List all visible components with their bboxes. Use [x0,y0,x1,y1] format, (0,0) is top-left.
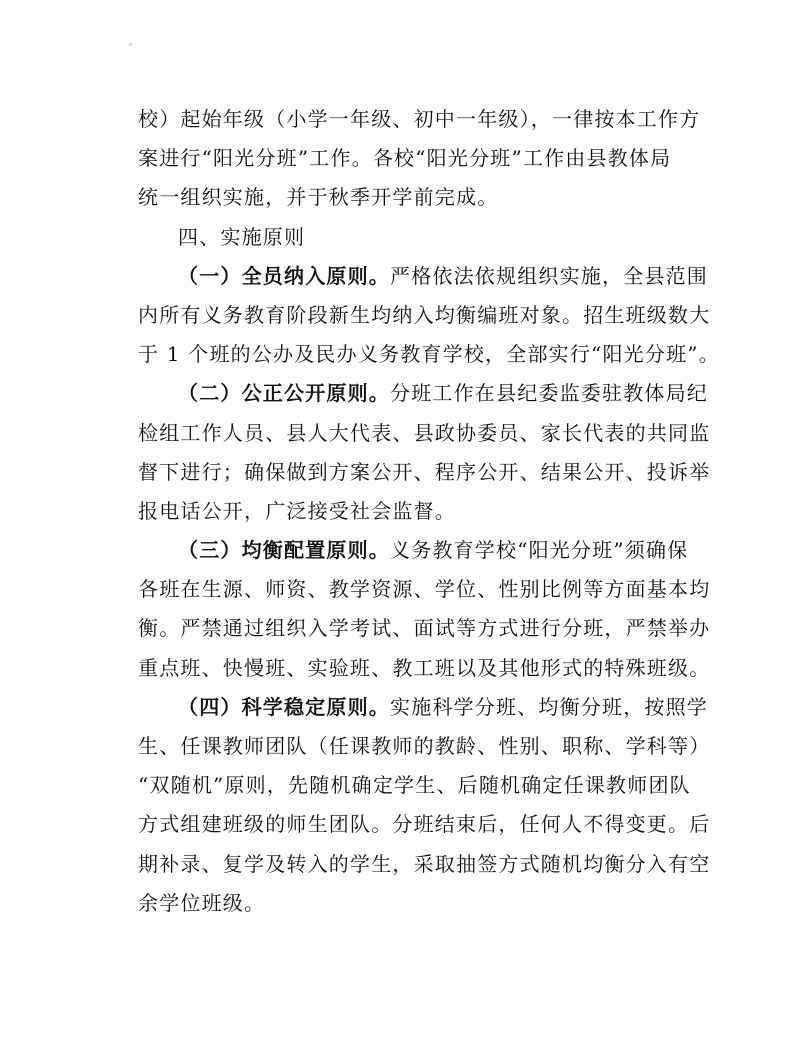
text-line: 各班在生源、师资、教学资源、学位、性别比例等方面基本均 [138,577,711,602]
principle-4-text: 实施科学分班、均衡分班，按照学 [390,694,708,719]
principle-2-paragraph [138,374,711,531]
text-line [138,374,708,413]
text-line: 报电话公开，广泛接受社会监督。 [138,498,456,523]
text-line: 内所有义务教育阶段新生均纳入均衡编班对象。招生班级数大 [138,302,711,327]
principle-3-text: 义务教育学校“阳光分班”须确保 [390,538,689,563]
text-line: 检组工作人员、县人大代表、县政协委员、家长代表的共同监 [138,420,711,445]
section-heading: 四、实施原则 [178,224,306,249]
text-line: 校）起始年级（小学一年级、初中一年级），一律按本工作方 [138,107,701,131]
principle-2-title: （二）公正公开原则。 [178,381,390,406]
text-line [138,257,708,296]
text-line [138,531,689,570]
principle-4-title: （四）科学稳定原则。 [178,694,390,719]
text-line: 统一组织实施，并于秋季开学前完成。 [138,185,499,210]
principle-3-title: （三）均衡配置原则。 [178,538,390,563]
text-line: 期补录、复学及转入的学生，采取抽签方式随机均衡分入有空 [138,851,711,876]
text-line: “双随机”原则，先随机确定学生、后随机确定任课教师团队 [138,773,691,798]
text-line: 余学位班级。 [138,890,266,915]
principle-1-title: （一）全员纳入原则。 [178,263,390,288]
principle-1-paragraph [138,257,720,375]
principle-4-paragraph [138,688,711,923]
text-line: 衡。严禁通过组织入学考试、面试等方式进行分班，严禁举办 [138,616,711,641]
text-line: 生、任课教师团队（任课教师的教龄、性别、职称、学科等） [138,734,711,758]
intro-paragraph [138,100,701,218]
text-line [138,688,708,727]
text-line: 督下进行；确保做到方案公开、程序公开、结果公开、投诉举 [138,459,711,484]
principle-2-text: 分班工作在县纪委监委驻教体局纪 [390,381,708,406]
text-line: 方式组建班级的师生团队。分班结束后，任何人不得变更。后 [138,812,711,837]
document-body [138,100,720,923]
principle-1-text: 严格依法依规组织实施，全县范围 [390,263,708,288]
principle-3-paragraph [138,531,711,688]
text-line: 于 1 个班的公办及民办义务教育学校，全部实行“阳光分班”。 [138,342,720,367]
scan-speck [129,43,132,46]
text-line: 重点班、快慢班、实验班、教工班以及其他形式的特殊班级。 [138,655,711,680]
text-line: 案进行“阳光分班”工作。各校“阳光分班”工作由县教体局 [138,146,672,171]
